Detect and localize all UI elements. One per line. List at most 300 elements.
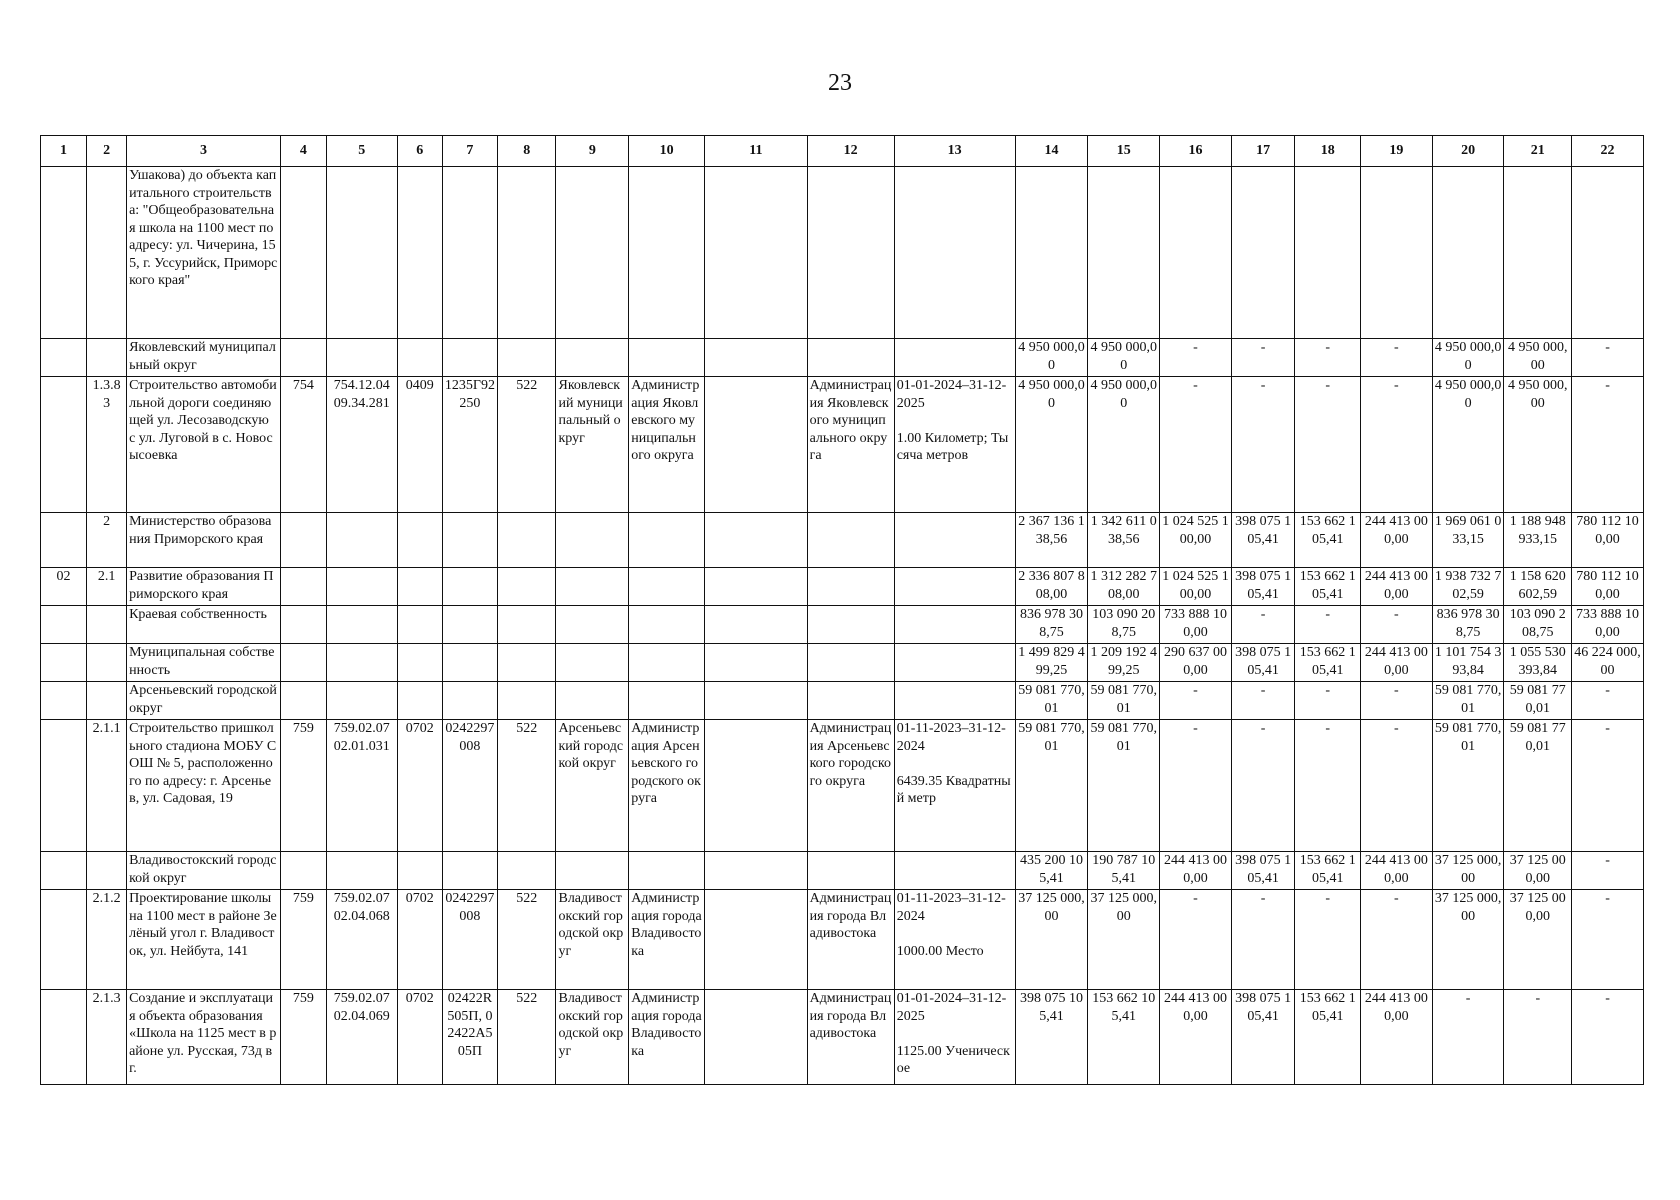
table-cell [326, 644, 397, 682]
table-cell [705, 606, 807, 644]
table-cell [442, 339, 497, 377]
table-cell [705, 990, 807, 1085]
table-cell: Муниципальная собственность [127, 644, 281, 682]
table-cell: - [1360, 890, 1432, 990]
column-header: 9 [556, 136, 629, 167]
table-cell: Министерство образования Приморского края [127, 513, 281, 568]
table-cell: - [1360, 339, 1432, 377]
table-cell: 435 200 105,41 [1015, 852, 1088, 890]
table-cell: 244 413 000,00 [1160, 990, 1232, 1085]
table-cell [807, 644, 894, 682]
table-cell: - [1360, 720, 1432, 852]
table-cell: - [1360, 377, 1432, 513]
table-cell [498, 644, 556, 682]
table-cell: - [1360, 606, 1432, 644]
table-cell: 01-11-2023–31-12-2024 1000.00 Место [894, 890, 1015, 990]
table-cell: - [1295, 377, 1361, 513]
table-cell [41, 167, 87, 339]
table-cell: 1.3.83 [87, 377, 127, 513]
table-cell: 4 950 000,00 [1088, 339, 1160, 377]
table-row [41, 606, 1644, 644]
table-cell: 2 367 136 138,56 [1015, 513, 1088, 568]
table-cell: 1 938 732 702,59 [1432, 568, 1504, 606]
table-cell [1160, 167, 1232, 339]
table-cell: 153 662 105,41 [1295, 852, 1361, 890]
table-cell: 759 [280, 990, 326, 1085]
column-header: 10 [629, 136, 705, 167]
table-cell: - [1295, 720, 1361, 852]
table-cell: 1 969 061 033,15 [1432, 513, 1504, 568]
table-cell [41, 682, 87, 720]
table-cell: Строительство автомобильной дороги соединяющей ул. Лесозаводскую с ул. Луговой в с. Новосысоевка [127, 377, 281, 513]
table-row [41, 568, 1644, 606]
table-cell [397, 568, 442, 606]
table-row [41, 339, 1644, 377]
table-cell: Администрация города Владивостока [807, 990, 894, 1085]
table-cell: 01-11-2023–31-12-2024 6439.35 Квадратный метр [894, 720, 1015, 852]
table-cell: 4 950 000,00 [1432, 339, 1504, 377]
table-cell: 759.02.07 02.04.068 [326, 890, 397, 990]
table-row [41, 644, 1644, 682]
table-cell [326, 568, 397, 606]
table-cell [326, 513, 397, 568]
table-cell: 754.12.04 09.34.281 [326, 377, 397, 513]
table-cell [807, 513, 894, 568]
table-cell [326, 852, 397, 890]
table-cell: 153 662 105,41 [1295, 644, 1361, 682]
table-cell: 37 125 000,00 [1432, 890, 1504, 990]
column-header: 16 [1160, 136, 1232, 167]
table-cell: 398 075 105,41 [1231, 513, 1295, 568]
table-row [41, 890, 1644, 990]
table-cell: - [1160, 339, 1232, 377]
table-cell [894, 644, 1015, 682]
column-header: 15 [1088, 136, 1160, 167]
table-cell [326, 339, 397, 377]
table-cell [556, 852, 629, 890]
table-cell: Администрация Яковлевского муниципального округа [629, 377, 705, 513]
table-cell: 398 075 105,41 [1231, 644, 1295, 682]
table-cell: - [1160, 377, 1232, 513]
table-cell: - [1231, 377, 1295, 513]
table-cell: 0702 [397, 720, 442, 852]
table-cell: 244 413 000,00 [1360, 513, 1432, 568]
table-cell [556, 513, 629, 568]
table-cell [629, 568, 705, 606]
table-cell: Краевая собственность [127, 606, 281, 644]
table-cell: 59 081 770,01 [1432, 682, 1504, 720]
table-cell: 37 125 000,00 [1504, 852, 1572, 890]
table-cell: 1 101 754 393,84 [1432, 644, 1504, 682]
table-cell: 1 312 282 708,00 [1088, 568, 1160, 606]
table-cell [442, 513, 497, 568]
table-cell [442, 606, 497, 644]
table-cell: 290 637 000,00 [1160, 644, 1232, 682]
table-cell [629, 644, 705, 682]
table-cell [442, 568, 497, 606]
table-cell: 0242297008 [442, 890, 497, 990]
table-cell [556, 339, 629, 377]
table-cell [1504, 167, 1572, 339]
table-cell [894, 852, 1015, 890]
table-cell: 733 888 100,00 [1160, 606, 1232, 644]
table-row [41, 682, 1644, 720]
table-cell: 398 075 105,41 [1231, 990, 1295, 1085]
table-cell: Владивостокский городской округ [556, 990, 629, 1085]
table-cell [1432, 167, 1504, 339]
table-cell: 37 125 000,00 [1088, 890, 1160, 990]
table-cell: 02 [41, 568, 87, 606]
column-header: 3 [127, 136, 281, 167]
column-header: 4 [280, 136, 326, 167]
table-cell: 0702 [397, 990, 442, 1085]
table-cell: 59 081 770,01 [1015, 682, 1088, 720]
table-cell: - [1160, 682, 1232, 720]
table-cell [87, 644, 127, 682]
table-cell: 1 342 611 038,56 [1088, 513, 1160, 568]
table-cell: 153 662 105,41 [1295, 568, 1361, 606]
table-cell [442, 682, 497, 720]
table-cell [326, 606, 397, 644]
table-cell: 398 075 105,41 [1231, 568, 1295, 606]
table-cell [41, 990, 87, 1085]
table-cell: - [1572, 377, 1644, 513]
table-cell: 190 787 105,41 [1088, 852, 1160, 890]
table-cell: - [1231, 890, 1295, 990]
table-cell [1295, 167, 1361, 339]
table-cell [807, 568, 894, 606]
table-cell: Создание и эксплуатация объекта образования «Школа на 1125 мест в районе ул. Русская, 73д в г. [127, 990, 281, 1085]
table-cell: 244 413 000,00 [1360, 568, 1432, 606]
table-cell [41, 644, 87, 682]
table-cell: 01-01-2024–31-12-2025 1125.00 Ученическое [894, 990, 1015, 1085]
table-cell [705, 890, 807, 990]
table-cell: 59 081 770,01 [1088, 720, 1160, 852]
table-cell: 59 081 770,01 [1504, 682, 1572, 720]
table-cell: 2.1 [87, 568, 127, 606]
column-header: 6 [397, 136, 442, 167]
table-cell [705, 682, 807, 720]
table-cell [629, 852, 705, 890]
table-cell [498, 339, 556, 377]
table-cell: Яковлевский муниципальный округ [127, 339, 281, 377]
table-cell [894, 682, 1015, 720]
table-cell: 1 158 620 602,59 [1504, 568, 1572, 606]
table-cell [498, 167, 556, 339]
table-cell [705, 513, 807, 568]
table-cell [498, 513, 556, 568]
table-cell [280, 682, 326, 720]
table-row [41, 167, 1644, 339]
table-cell [556, 644, 629, 682]
table-cell [442, 852, 497, 890]
table-cell [498, 606, 556, 644]
table-cell [1015, 167, 1088, 339]
table-cell [629, 682, 705, 720]
table-cell: 2.1.1 [87, 720, 127, 852]
table-cell [629, 339, 705, 377]
table-cell: 01-01-2024–31-12-2025 1.00 Километр; Тысяча метров [894, 377, 1015, 513]
table-row [41, 513, 1644, 568]
table-cell [498, 852, 556, 890]
table-cell: 2 [87, 513, 127, 568]
table-cell: 836 978 308,75 [1432, 606, 1504, 644]
table-cell: 153 662 105,41 [1295, 513, 1361, 568]
table-cell: 0702 [397, 890, 442, 990]
table-cell: 244 413 000,00 [1160, 852, 1232, 890]
table-cell [556, 606, 629, 644]
table-cell [280, 644, 326, 682]
table-cell: 836 978 308,75 [1015, 606, 1088, 644]
table-cell: Проектирование школы на 1100 мест в районе Зелёный угол г. Владивосток, ул. Нейбута, 141 [127, 890, 281, 990]
table-cell [556, 682, 629, 720]
table-cell: 46 224 000,00 [1572, 644, 1644, 682]
table-cell [280, 339, 326, 377]
table-cell: - [1432, 990, 1504, 1085]
table-cell [807, 339, 894, 377]
table-cell: 4 950 000,00 [1432, 377, 1504, 513]
table-cell: - [1231, 606, 1295, 644]
table-row [41, 852, 1644, 890]
table-cell [397, 513, 442, 568]
table-cell [397, 852, 442, 890]
table-cell [41, 890, 87, 990]
table-cell: Арсеньевский городской округ [556, 720, 629, 852]
table-cell [442, 167, 497, 339]
table-cell: - [1295, 606, 1361, 644]
table-cell [807, 606, 894, 644]
table-cell: - [1572, 852, 1644, 890]
table-cell: Строительство пришкольного стадиона МОБУ СОШ № 5, расположенного по адресу: г. Арсеньев, ул. Садовая, 19 [127, 720, 281, 852]
table-cell: 59 081 770,01 [1015, 720, 1088, 852]
table-cell [397, 339, 442, 377]
table-cell: 0409 [397, 377, 442, 513]
table-cell: - [1572, 682, 1644, 720]
table-cell: Арсеньевский городской округ [127, 682, 281, 720]
table-cell: 522 [498, 990, 556, 1085]
table-cell: 1 499 829 499,25 [1015, 644, 1088, 682]
column-header: 13 [894, 136, 1015, 167]
table-cell [41, 852, 87, 890]
column-header: 8 [498, 136, 556, 167]
table-cell: 780 112 100,00 [1572, 513, 1644, 568]
table-cell: 759.02.07 02.01.031 [326, 720, 397, 852]
table-cell: - [1504, 990, 1572, 1085]
table-cell: - [1231, 339, 1295, 377]
table-cell: 37 125 000,00 [1504, 890, 1572, 990]
table-cell [498, 682, 556, 720]
table-cell [894, 167, 1015, 339]
table-cell: Владивостокский городской округ [127, 852, 281, 890]
table-cell: Администрация Арсеньевского городского округа [807, 720, 894, 852]
table-cell: 759 [280, 890, 326, 990]
table-cell [556, 568, 629, 606]
column-header: 22 [1572, 136, 1644, 167]
table-cell: 4 950 000,00 [1015, 339, 1088, 377]
table-cell [397, 167, 442, 339]
table-cell: - [1295, 682, 1361, 720]
table-cell [41, 513, 87, 568]
table-cell: 4 950 000,00 [1504, 377, 1572, 513]
table-cell: - [1295, 339, 1361, 377]
table-cell: Развитие образования Приморского края [127, 568, 281, 606]
table-cell: 1 055 530 393,84 [1504, 644, 1572, 682]
table-cell: Администрация Яковлевского муниципального округа [807, 377, 894, 513]
column-header: 18 [1295, 136, 1361, 167]
table-cell: 244 413 000,00 [1360, 644, 1432, 682]
table-cell [705, 568, 807, 606]
table-cell [41, 606, 87, 644]
table-cell: 103 090 208,75 [1088, 606, 1160, 644]
table-cell: Администрация города Владивостока [629, 890, 705, 990]
column-header: 12 [807, 136, 894, 167]
table-cell [705, 852, 807, 890]
table-cell: - [1160, 720, 1232, 852]
table-cell: 754 [280, 377, 326, 513]
table-row [41, 377, 1644, 513]
table-cell: 103 090 208,75 [1504, 606, 1572, 644]
table-cell: - [1231, 720, 1295, 852]
table-body [41, 167, 1644, 1085]
table-cell: 4 950 000,00 [1015, 377, 1088, 513]
table-cell: 522 [498, 377, 556, 513]
table-cell [1231, 167, 1295, 339]
table-cell [397, 682, 442, 720]
table-cell [705, 167, 807, 339]
table-cell: 59 081 770,01 [1432, 720, 1504, 852]
column-header: 14 [1015, 136, 1088, 167]
table-cell: 37 125 000,00 [1015, 890, 1088, 990]
table-cell: Администрация Арсеньевского городского округа [629, 720, 705, 852]
table-cell: 2.1.2 [87, 890, 127, 990]
table-cell: 2 336 807 808,00 [1015, 568, 1088, 606]
table-cell: 522 [498, 890, 556, 990]
table-cell: 1 209 192 499,25 [1088, 644, 1160, 682]
table-cell: 02422R505П, 02422А505П [442, 990, 497, 1085]
table-cell [280, 568, 326, 606]
column-header: 17 [1231, 136, 1295, 167]
table-cell: 1 024 525 100,00 [1160, 568, 1232, 606]
table-cell [629, 513, 705, 568]
column-header: 11 [705, 136, 807, 167]
table-cell [705, 377, 807, 513]
table-cell [442, 644, 497, 682]
table-cell [87, 682, 127, 720]
table-cell [807, 852, 894, 890]
column-header: 5 [326, 136, 397, 167]
table-cell: 4 950 000,00 [1504, 339, 1572, 377]
table-cell: - [1160, 890, 1232, 990]
table-cell: 1 188 948 933,15 [1504, 513, 1572, 568]
table-cell: 398 075 105,41 [1231, 852, 1295, 890]
table-cell [326, 167, 397, 339]
table-cell [894, 606, 1015, 644]
table-cell: 244 413 000,00 [1360, 852, 1432, 890]
table-cell [397, 644, 442, 682]
table-cell [280, 852, 326, 890]
table-cell [705, 644, 807, 682]
table-cell [1088, 167, 1160, 339]
table-cell [894, 568, 1015, 606]
table-cell [87, 606, 127, 644]
table-cell: 1 024 525 100,00 [1160, 513, 1232, 568]
table-cell [326, 682, 397, 720]
table-cell: 522 [498, 720, 556, 852]
table-cell: 780 112 100,00 [1572, 568, 1644, 606]
table-cell: 153 662 105,41 [1088, 990, 1160, 1085]
column-header: 1 [41, 136, 87, 167]
table-cell: Ушакова) до объекта капитального строительства: "Общеобразовательная школа на 1100 мест по адресу: ул. Чичерина, 155, г. Уссурийск, Приморского края" [127, 167, 281, 339]
table-cell: - [1572, 339, 1644, 377]
table-cell [41, 377, 87, 513]
table-cell: Владивостокский городской округ [556, 890, 629, 990]
table-cell: Администрация города Владивостока [629, 990, 705, 1085]
table-cell: 4 950 000,00 [1088, 377, 1160, 513]
table-cell [87, 167, 127, 339]
column-header: 21 [1504, 136, 1572, 167]
table-cell [629, 167, 705, 339]
table-cell [41, 339, 87, 377]
table-cell [280, 513, 326, 568]
table-cell [1360, 167, 1432, 339]
table-cell: - [1295, 890, 1361, 990]
table-cell: 244 413 000,00 [1360, 990, 1432, 1085]
table-cell [397, 606, 442, 644]
table-cell: 59 081 770,01 [1088, 682, 1160, 720]
table-cell: - [1360, 682, 1432, 720]
table-cell [705, 720, 807, 852]
table-row [41, 720, 1644, 852]
column-header: 2 [87, 136, 127, 167]
table-header [41, 136, 1644, 167]
table-cell [1572, 167, 1644, 339]
table-cell [87, 852, 127, 890]
table-cell [280, 606, 326, 644]
table-cell: - [1231, 682, 1295, 720]
table-cell [894, 339, 1015, 377]
table-cell: 2.1.3 [87, 990, 127, 1085]
table-cell [41, 720, 87, 852]
table-cell [629, 606, 705, 644]
table-cell [894, 513, 1015, 568]
table-cell: Яковлевский муниципальный округ [556, 377, 629, 513]
table-cell: 0242297008 [442, 720, 497, 852]
table-cell: 733 888 100,00 [1572, 606, 1644, 644]
table-cell: 1235Г92250 [442, 377, 497, 513]
column-header: 7 [442, 136, 497, 167]
table-cell: - [1572, 990, 1644, 1085]
column-header: 19 [1360, 136, 1432, 167]
table-cell [87, 339, 127, 377]
table-cell: 59 081 770,01 [1504, 720, 1572, 852]
table-cell: 759.02.07 02.04.069 [326, 990, 397, 1085]
table-row [41, 990, 1644, 1085]
budget-table [40, 135, 1644, 1085]
table-cell [556, 167, 629, 339]
table-cell [498, 568, 556, 606]
table-cell: - [1572, 890, 1644, 990]
column-header: 20 [1432, 136, 1504, 167]
table-cell [807, 167, 894, 339]
table-cell [705, 339, 807, 377]
table-cell [807, 682, 894, 720]
table-cell: 153 662 105,41 [1295, 990, 1361, 1085]
table-cell: Администрация города Владивостока [807, 890, 894, 990]
table-cell: - [1572, 720, 1644, 852]
table-cell: 398 075 105,41 [1015, 990, 1088, 1085]
table-cell: 759 [280, 720, 326, 852]
table-cell [280, 167, 326, 339]
